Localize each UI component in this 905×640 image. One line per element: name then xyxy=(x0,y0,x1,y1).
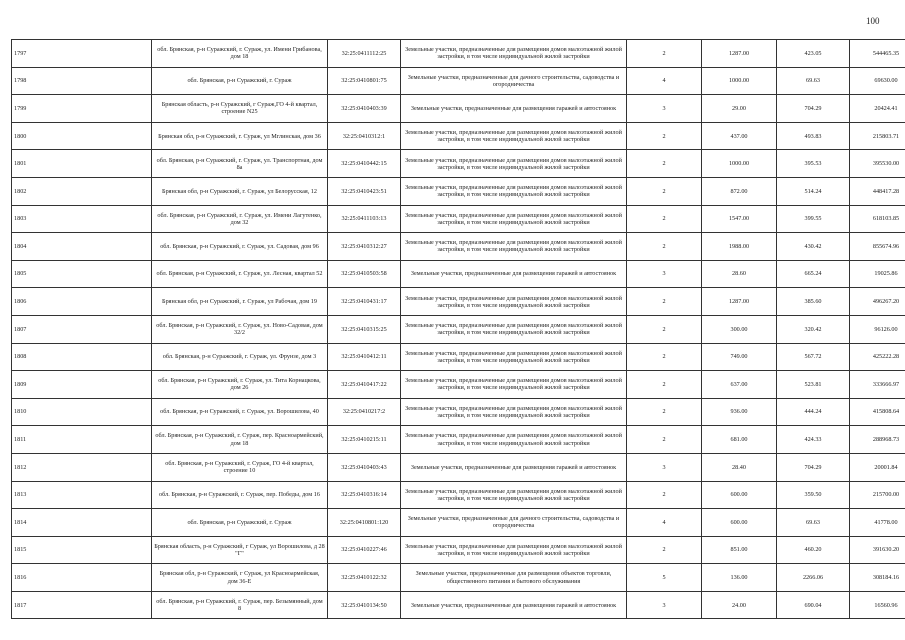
table-row xyxy=(12,315,905,343)
unit-value-cell: 567.72 xyxy=(777,343,850,371)
table-row xyxy=(12,67,905,95)
cadastral-value-cell: 395530.00 xyxy=(850,150,905,178)
address-cell: обл. Брянская, р-н Суражский, г. Сураж, пер. Безымянный, дом 8 xyxy=(152,591,328,619)
row-number-cell: 1812 xyxy=(12,453,152,481)
permitted-use-cell: Земельные участки, предназначенные для размещения домов малоэтажной жилой застройки, в том числе индивидуальной жилой застройки xyxy=(401,40,627,68)
table-row xyxy=(12,509,905,537)
permitted-use-cell: Земельные участки, предназначенные для размещения гаражей и автостоянок xyxy=(401,453,627,481)
row-number-cell: 1815 xyxy=(12,536,152,564)
row-number-cell: 1809 xyxy=(12,371,152,399)
row-number-cell: 1802 xyxy=(12,177,152,205)
area-cell: 28.40 xyxy=(702,453,777,481)
use-group-cell: 2 xyxy=(627,233,702,261)
use-group-cell: 2 xyxy=(627,122,702,150)
cadastral-number-cell: 32:25:0410442:15 xyxy=(328,150,401,178)
use-group-cell: 2 xyxy=(627,343,702,371)
area-cell: 681.00 xyxy=(702,426,777,454)
address-cell: обл. Брянская, р-н Суражский, г. Сураж, ул. Фрунзе, дом 3 xyxy=(152,343,328,371)
table-row xyxy=(12,564,905,592)
table-row xyxy=(12,95,905,123)
area-cell: 872.00 xyxy=(702,177,777,205)
row-number-cell: 1800 xyxy=(12,122,152,150)
cadastral-number-cell: 32:25:0410403:39 xyxy=(328,95,401,123)
row-number-cell: 1817 xyxy=(12,591,152,619)
table-row xyxy=(12,481,905,509)
page-number: 100 xyxy=(866,16,880,26)
use-group-cell: 4 xyxy=(627,509,702,537)
area-cell: 29.00 xyxy=(702,95,777,123)
permitted-use-cell: Земельные участки, предназначенные для размещения домов малоэтажной жилой застройки, в том числе индивидуальной жилой застройки xyxy=(401,536,627,564)
use-group-cell: 2 xyxy=(627,398,702,426)
area-cell: 24.00 xyxy=(702,591,777,619)
cadastral-number-cell: 32:25:0410122:32 xyxy=(328,564,401,592)
cadastral-number-cell: 32:25:0410215:11 xyxy=(328,426,401,454)
permitted-use-cell: Земельные участки, предназначенные для размещения гаражей и автостоянок xyxy=(401,591,627,619)
cadastral-value-cell: 308184.16 xyxy=(850,564,905,592)
cadastral-value-cell: 333666.97 xyxy=(850,371,905,399)
row-number-cell: 1808 xyxy=(12,343,152,371)
permitted-use-cell: Земельные участки, предназначенные для размещения домов малоэтажной жилой застройки, в том числе индивидуальной жилой застройки xyxy=(401,177,627,205)
cadastral-value-cell: 16560.96 xyxy=(850,591,905,619)
use-group-cell: 2 xyxy=(627,177,702,205)
cadastral-value-cell: 415808.64 xyxy=(850,398,905,426)
cadastral-number-cell: 32:25:0410403:43 xyxy=(328,453,401,481)
cadastral-number-cell: 32:25:0410417:22 xyxy=(328,371,401,399)
cadastral-value-cell: 215700.00 xyxy=(850,481,905,509)
unit-value-cell: 399.55 xyxy=(777,205,850,233)
area-cell: 749.00 xyxy=(702,343,777,371)
cadastral-value-cell: 20424.41 xyxy=(850,95,905,123)
table-row xyxy=(12,343,905,371)
unit-value-cell: 493.83 xyxy=(777,122,850,150)
area-cell: 437.00 xyxy=(702,122,777,150)
permitted-use-cell: Земельные участки, предназначенные для размещения домов малоэтажной жилой застройки, в том числе индивидуальной жилой застройки xyxy=(401,233,627,261)
cadastral-number-cell: 32:25:0410423:51 xyxy=(328,177,401,205)
table-row xyxy=(12,398,905,426)
row-number-cell: 1804 xyxy=(12,233,152,261)
permitted-use-cell: Земельные участки, предназначенные для размещения домов малоэтажной жилой застройки, в том числе индивидуальной жилой застройки xyxy=(401,398,627,426)
address-cell: Брянская обл, р-н Суражский, г. Сураж, ул Мглинская, дом 36 xyxy=(152,122,328,150)
cadastral-number-cell: 32:25:0411103:13 xyxy=(328,205,401,233)
address-cell: обл. Брянская, р-н Суражский, г. Сураж xyxy=(152,67,328,95)
permitted-use-cell: Земельные участки, предназначенные для дачного строительства, садоводства и огородничества xyxy=(401,67,627,95)
cadastral-value-cell: 544465.35 xyxy=(850,40,905,68)
unit-value-cell: 704.29 xyxy=(777,453,850,481)
address-cell: обл. Брянская, р-н Суражский, г. Сураж, ул. Ново-Садовая, дом 32/2 xyxy=(152,315,328,343)
cadastral-number-cell: 32:25:0410134:50 xyxy=(328,591,401,619)
area-cell: 1287.00 xyxy=(702,40,777,68)
table-row xyxy=(12,426,905,454)
use-group-cell: 2 xyxy=(627,205,702,233)
cadastral-value-cell: 215803.71 xyxy=(850,122,905,150)
address-cell: обл. Брянская, р-н Суражский, г. Сураж, ул. Лесная, квартал 52 xyxy=(152,260,328,288)
area-cell: 1000.00 xyxy=(702,67,777,95)
cadastral-value-cell: 425222.28 xyxy=(850,343,905,371)
row-number-cell: 1811 xyxy=(12,426,152,454)
permitted-use-cell: Земельные участки, предназначенные для размещения домов малоэтажной жилой застройки, в том числе индивидуальной жилой застройки xyxy=(401,315,627,343)
use-group-cell: 2 xyxy=(627,288,702,316)
row-number-cell: 1805 xyxy=(12,260,152,288)
unit-value-cell: 704.29 xyxy=(777,95,850,123)
table-row xyxy=(12,371,905,399)
unit-value-cell: 430.42 xyxy=(777,233,850,261)
address-cell: обл. Брянская, р-н Суражский, г. Сураж, ул. Ворошилова, 40 xyxy=(152,398,328,426)
area-cell: 936.00 xyxy=(702,398,777,426)
permitted-use-cell: Земельные участки, предназначенные для размещения домов малоэтажной жилой застройки, в том числе индивидуальной жилой застройки xyxy=(401,122,627,150)
unit-value-cell: 523.81 xyxy=(777,371,850,399)
unit-value-cell: 444.24 xyxy=(777,398,850,426)
cadastral-value-cell: 96126.00 xyxy=(850,315,905,343)
cadastral-number-cell: 32:25:0410431:17 xyxy=(328,288,401,316)
area-cell: 600.00 xyxy=(702,481,777,509)
address-cell: обл. Брянская, р-н Суражский, г. Сураж, ул. Тита Корнацкова, дом 26 xyxy=(152,371,328,399)
row-number-cell: 1813 xyxy=(12,481,152,509)
address-cell: обл. Брянская, р-н Суражский, г. Сураж xyxy=(152,509,328,537)
use-group-cell: 2 xyxy=(627,426,702,454)
address-cell: Брянская обл, р-н Суражский, г. Сураж, ул Рабочая, дом 19 xyxy=(152,288,328,316)
cadastral-number-cell: 32:25:0410801:120 xyxy=(328,509,401,537)
unit-value-cell: 385.60 xyxy=(777,288,850,316)
row-number-cell: 1798 xyxy=(12,67,152,95)
address-cell: обл. Брянская, р-н Суражский, г. Сураж, ул. Садовая, дом 96 xyxy=(152,233,328,261)
address-cell: Брянская область, р-н Суражский, г Сураж, ул Ворошилова, д 28 "Г" xyxy=(152,536,328,564)
area-cell: 851.00 xyxy=(702,536,777,564)
row-number-cell: 1801 xyxy=(12,150,152,178)
use-group-cell: 3 xyxy=(627,260,702,288)
unit-value-cell: 514.24 xyxy=(777,177,850,205)
table-row xyxy=(12,40,905,68)
unit-value-cell: 690.04 xyxy=(777,591,850,619)
table-row xyxy=(12,288,905,316)
address-cell: обл. Брянская, р-н Суражский, г. Сураж, пер. Красноармейский, дом 18 xyxy=(152,426,328,454)
area-cell: 28.60 xyxy=(702,260,777,288)
cadastral-value-cell: 20001.84 xyxy=(850,453,905,481)
row-number-cell: 1810 xyxy=(12,398,152,426)
area-cell: 1547.00 xyxy=(702,205,777,233)
cadastral-value-cell: 448417.28 xyxy=(850,177,905,205)
cadastral-value-cell: 288968.73 xyxy=(850,426,905,454)
row-number-cell: 1807 xyxy=(12,315,152,343)
cadastral-number-cell: 32:25:0410312:27 xyxy=(328,233,401,261)
table-row xyxy=(12,591,905,619)
unit-value-cell: 395.53 xyxy=(777,150,850,178)
table-row xyxy=(12,205,905,233)
cadastral-number-cell: 32:25:0410412:11 xyxy=(328,343,401,371)
table-row xyxy=(12,233,905,261)
cadastral-number-cell: 32:25:0410503:58 xyxy=(328,260,401,288)
table-row xyxy=(12,177,905,205)
use-group-cell: 2 xyxy=(627,150,702,178)
cadastral-number-cell: 32:25:0410316:14 xyxy=(328,481,401,509)
row-number-cell: 1814 xyxy=(12,509,152,537)
permitted-use-cell: Земельные участки, предназначенные для размещения домов малоэтажной жилой застройки, в том числе индивидуальной жилой застройки xyxy=(401,205,627,233)
use-group-cell: 3 xyxy=(627,453,702,481)
table-row xyxy=(12,260,905,288)
address-cell: обл. Брянская, р-н Суражский, г. Сураж, ул. Имени Грибанова, дом 18 xyxy=(152,40,328,68)
area-cell: 1000.00 xyxy=(702,150,777,178)
cadastral-value-cell: 69630.00 xyxy=(850,67,905,95)
area-cell: 300.00 xyxy=(702,315,777,343)
row-number-cell: 1806 xyxy=(12,288,152,316)
cadastral-value-cell: 41778.00 xyxy=(850,509,905,537)
use-group-cell: 2 xyxy=(627,536,702,564)
cadastral-value-cell: 496267.20 xyxy=(850,288,905,316)
use-group-cell: 2 xyxy=(627,371,702,399)
permitted-use-cell: Земельные участки, предназначенные для размещения домов малоэтажной жилой застройки, в том числе индивидуальной жилой застройки xyxy=(401,481,627,509)
address-cell: обл. Брянская, р-н Суражский, г. Сураж, ул. Имени Лагутенко, дом 32 xyxy=(152,205,328,233)
permitted-use-cell: Земельные участки, предназначенные для размещения домов малоэтажной жилой застройки, в том числе индивидуальной жилой застройки xyxy=(401,343,627,371)
unit-value-cell: 320.42 xyxy=(777,315,850,343)
area-cell: 1988.00 xyxy=(702,233,777,261)
use-group-cell: 3 xyxy=(627,95,702,123)
row-number-cell: 1803 xyxy=(12,205,152,233)
permitted-use-cell: Земельные участки, предназначенные для размещения домов малоэтажной жилой застройки, в том числе индивидуальной жилой застройки xyxy=(401,371,627,399)
use-group-cell: 2 xyxy=(627,481,702,509)
address-cell: Брянская обл, р-н Суражский, г. Сураж, ул Белорусская, 12 xyxy=(152,177,328,205)
unit-value-cell: 69.63 xyxy=(777,509,850,537)
cadastral-value-cell: 855674.96 xyxy=(850,233,905,261)
area-cell: 637.00 xyxy=(702,371,777,399)
table-row xyxy=(12,122,905,150)
area-cell: 600.00 xyxy=(702,509,777,537)
cadastral-number-cell: 32:25:0410801:75 xyxy=(328,67,401,95)
use-group-cell: 5 xyxy=(627,564,702,592)
unit-value-cell: 69.63 xyxy=(777,67,850,95)
cadastral-value-cell: 391630.20 xyxy=(850,536,905,564)
use-group-cell: 2 xyxy=(627,40,702,68)
address-cell: Брянская область, р-н Суражский, г Сураж,ГО 4-й квартал, строение N25 xyxy=(152,95,328,123)
row-number-cell: 1799 xyxy=(12,95,152,123)
address-cell: обл. Брянская, р-н Суражский, г. Сураж, ГО 4-й квартал, строение 10 xyxy=(152,453,328,481)
land-valuation-table xyxy=(11,39,905,619)
cadastral-number-cell: 32:25:0410312:1 xyxy=(328,122,401,150)
use-group-cell: 2 xyxy=(627,315,702,343)
cadastral-value-cell: 618103.85 xyxy=(850,205,905,233)
address-cell: Брянская обл, р-н Суражский, г Сураж, ул Красноармейская, дом 36-Е xyxy=(152,564,328,592)
unit-value-cell: 359.50 xyxy=(777,481,850,509)
table-row xyxy=(12,453,905,481)
address-cell: обл. Брянская, р-н Суражский, г. Сураж, ул. Транспортная, дом 8а xyxy=(152,150,328,178)
cadastral-number-cell: 32:25:0411112:25 xyxy=(328,40,401,68)
table-body xyxy=(12,40,905,619)
permitted-use-cell: Земельные участки, предназначенные для размещения гаражей и автостоянок xyxy=(401,260,627,288)
area-cell: 1287.00 xyxy=(702,288,777,316)
unit-value-cell: 665.24 xyxy=(777,260,850,288)
permitted-use-cell: Земельные участки, предназначенные для размещения домов малоэтажной жилой застройки, в том числе индивидуальной жилой застройки xyxy=(401,288,627,316)
cadastral-number-cell: 32:25:0410217:2 xyxy=(328,398,401,426)
use-group-cell: 4 xyxy=(627,67,702,95)
unit-value-cell: 423.05 xyxy=(777,40,850,68)
use-group-cell: 3 xyxy=(627,591,702,619)
unit-value-cell: 424.33 xyxy=(777,426,850,454)
table-row xyxy=(12,150,905,178)
address-cell: обл. Брянская, р-н Суражский, г. Сураж, пер. Победы, дом 16 xyxy=(152,481,328,509)
row-number-cell: 1816 xyxy=(12,564,152,592)
permitted-use-cell: Земельные участки, предназначенные для дачного строительства, садоводства и огородничества xyxy=(401,509,627,537)
unit-value-cell: 460.20 xyxy=(777,536,850,564)
cadastral-number-cell: 32:25:0410315:25 xyxy=(328,315,401,343)
row-number-cell: 1797 xyxy=(12,40,152,68)
permitted-use-cell: Земельные участки, предназначенные для размещения объектов торговли, общественного питания и бытового обслуживания xyxy=(401,564,627,592)
table-row xyxy=(12,536,905,564)
permitted-use-cell: Земельные участки, предназначенные для размещения домов малоэтажной жилой застройки, в том числе индивидуальной жилой застройки xyxy=(401,150,627,178)
unit-value-cell: 2266.06 xyxy=(777,564,850,592)
permitted-use-cell: Земельные участки, предназначенные для размещения домов малоэтажной жилой застройки, в том числе индивидуальной жилой застройки xyxy=(401,426,627,454)
cadastral-value-cell: 19025.86 xyxy=(850,260,905,288)
cadastral-number-cell: 32:25:0410227:46 xyxy=(328,536,401,564)
area-cell: 136.00 xyxy=(702,564,777,592)
permitted-use-cell: Земельные участки, предназначенные для размещения гаражей и автостоянок xyxy=(401,95,627,123)
